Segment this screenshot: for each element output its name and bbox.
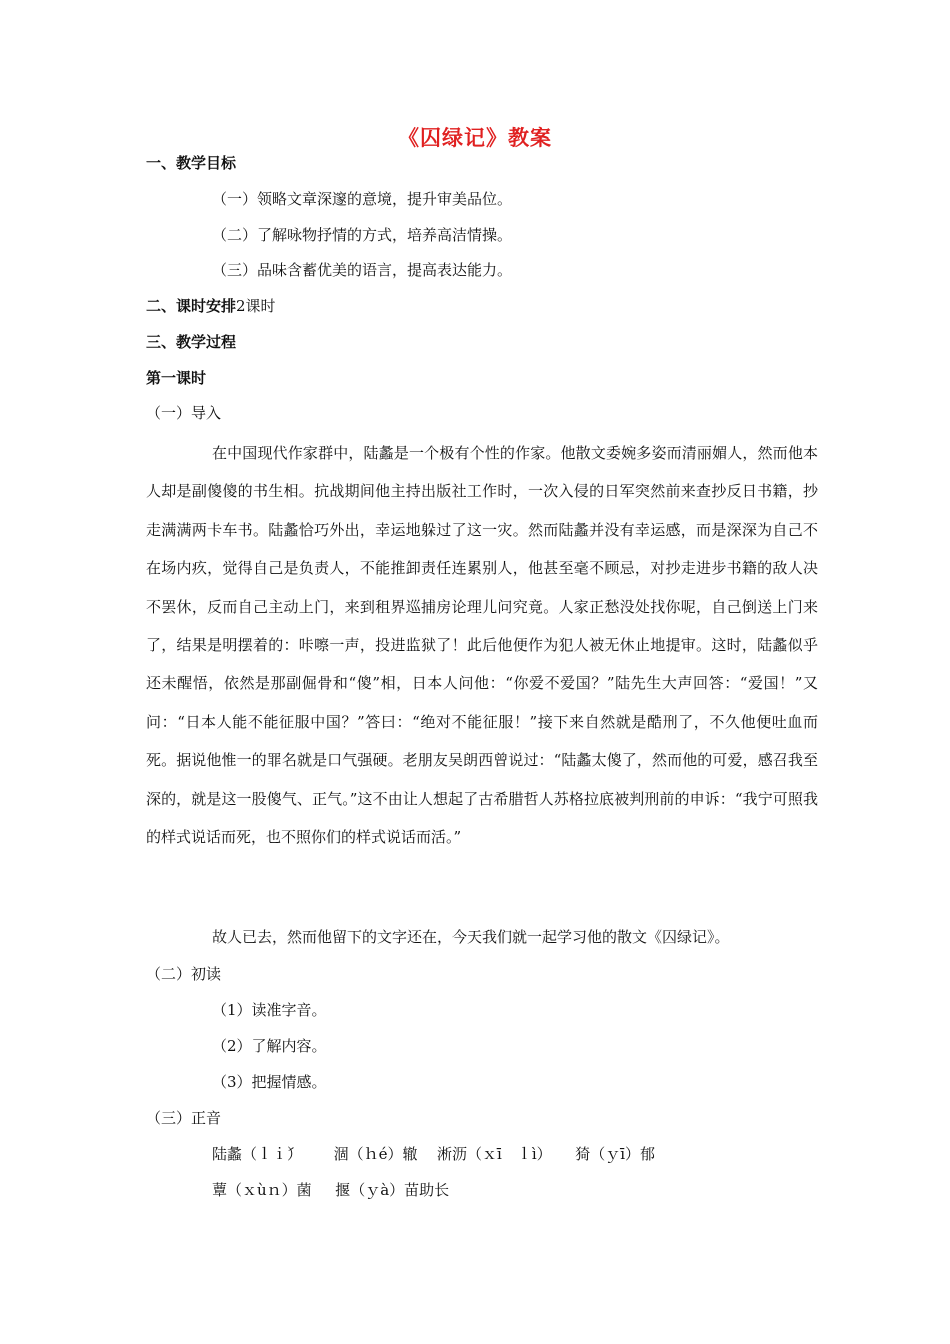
goal-item: （二）了解咏物抒情的方式，培养高洁情操。 [212,226,513,244]
intro-paragraph: 在中国现代作家群中，陆蠡是一个极有个性的作家。他散文委婉多姿而清丽媚人，然而他本人却是副傻傻的书生相。抗战期间他主持出版社工作时，一次入侵的日军突然前来查抄反日书籍，抄走满满两卡车书。陆蠡恰巧外出，幸运地躲过了这一灾。然而陆蠡并没有幸运感，而是深深为自己不在场内疚，觉得自己是负责人，不能推卸责任连累别人，他甚至毫不顾忌，对抄走进步书籍的敌人决不罢休，反而自己主动上门，来到租界巡捕房论理儿问究竟。人家正愁没处找你呢，自己倒送上门来了，结果是明摆着的：咔嚓一声，投进监狱了！此后他便作为犯人被无休止地提审。这时，陆蠡似乎还未醒悟，依然是那副倔骨和“傻”相，日本人问他：“你爱不爱国？”陆先生大声回答：“爱国！”又问：“日本人能不能征服中国？”答曰：“绝对不能征服！”接下来自然就是酷刑了，不久他便吐血而死。据说他惟一的罪名就是口气强硬。老朋友吴朗西曾说过：“陆蠡太傻了，然而他的可爱，感召我至深的，就是这一股傻气、正气。”这不由让人想起了古希腊哲人苏格拉底被判刑前的申诉：“我宁可照我的样式说话而死，也不照你们的样式说话而活。” [146,444,818,847]
first-read-heading: （二）初读 [146,965,222,983]
lesson1-heading: 第一课时 [146,369,207,387]
pronunciation-row [212,1179,449,1200]
process-heading: 三、教学过程 [146,333,237,351]
first-read-item: （2）了解内容。 [212,1037,327,1055]
pronunciation-heading: （三）正音 [146,1109,222,1127]
intro-closing: 故人已去，然而他留下的文字还在，今天我们就一起学习他的散文《囚绿记》。 [212,928,730,946]
goal-item: （三）品味含蓄优美的语言，提高表达能力。 [212,261,513,279]
pronunciation-entry: 揠（ｙà）苗助长 [335,1181,450,1199]
goal-item: （一）领略文章深邃的意境，提升审美品位。 [212,190,513,208]
pronunciation-entry: 猗（ｙī）郁 [575,1145,656,1163]
pronunciation-entry: 蕈（ｘùｎ）菌 [212,1181,312,1199]
pronunciation-row [212,1143,655,1164]
goals-heading: 一、教学目标 [146,154,237,172]
first-read-item: （1）读准字音。 [212,1001,327,1019]
pronunciation-entry: 陆蠡（ｌｉ́） [212,1145,303,1163]
document-title: 《囚绿记》教案 [398,125,552,150]
pronunciation-entry: 淅沥（ｘī ｌì） [437,1145,552,1163]
schedule-value: 2课时 [236,297,276,315]
schedule-heading: 二、课时安排 [146,297,237,315]
intro-heading: （一）导入 [146,404,222,422]
schedule-line [146,295,276,316]
pronunciation-entry: 涸（ｈé）辙 [333,1145,418,1163]
first-read-item: （3）把握情感。 [212,1073,327,1091]
